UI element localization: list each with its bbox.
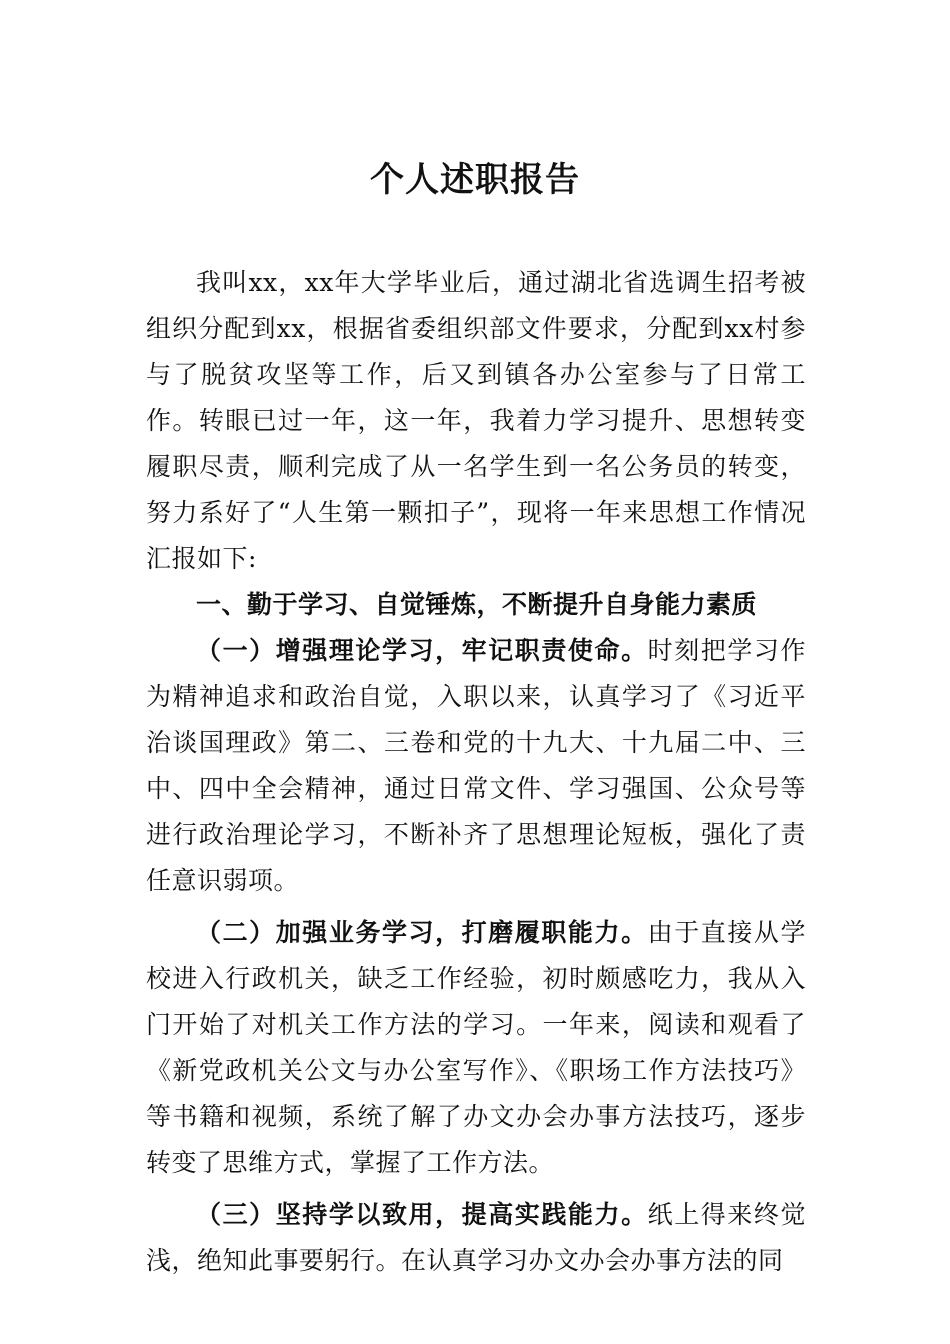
item-lead-2: （二）加强业务学习，打磨履职能力。 [196,918,648,947]
item-lead-3: （三）坚持学以致用，提高实践能力。 [196,1200,648,1229]
item-lead-1: （一）增强理论学习，牢记职责使命。 [196,636,648,665]
item-text-2: 由于直接从学校进入行政机关，缺乏工作经验，初时颇感吃力，我从入门开始了对机关工作方法的学习。一年来，阅读和观看了《新党政机关公文与办公室写作》、《职场工作方法技巧》等书籍和视频，系统了解了办文办会办事方法技巧，逐步转变了思维方式，掌握了工作方法。 [146,918,806,1177]
item-paragraph-2 [146,910,806,1186]
item-paragraph-3 [146,1192,806,1284]
item-text-3: 纸上得来终觉浅，绝知此事要躬行。在认真学习办文办会办事方法的同 [146,1200,806,1275]
item-text-1: 时刻把学习作为精神追求和政治自觉，入职以来，认真学习了《习近平治谈国理政》第二、三卷和党的十九大、十九届二中、三中、四中全会精神，通过日常文件、学习强国、公众号等进行政治理论学习，不断补齐了思想理论短板，强化了责任意识弱项。 [146,636,806,895]
document-body [146,260,806,1284]
intro-paragraph: 我叫xx，xx年大学毕业后，通过湖北省选调生招考被组织分配到xx，根据省委组织部文件要求，分配到xx村参与了脱贫攻坚等工作，后又到镇各办公室参与了日常工作。转眼已过一年，这一年，我着力学习提升、思想转变履职尽责，顺利完成了从一名学生到一名公务员的转变，努力系好了“人生第一颗扣子”，现将一年来思想工作情况汇报如下: [146,268,806,573]
section-heading: 一、勤于学习、自觉锤炼，不断提升自身能力素质 [196,590,758,619]
item-paragraph-1 [146,628,806,904]
document-title: 个人述职报告 [370,160,580,200]
